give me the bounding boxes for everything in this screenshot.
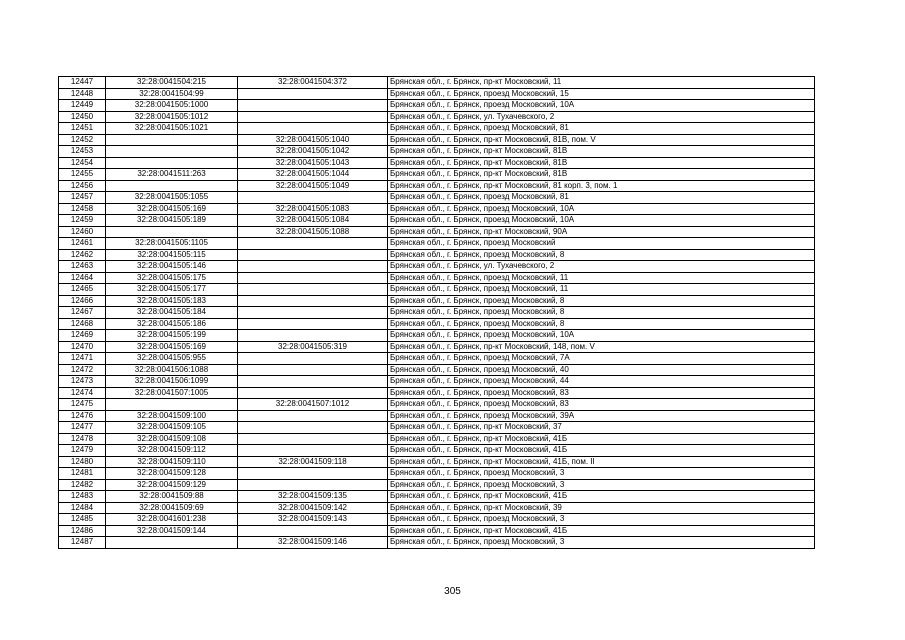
address-cell: Брянская обл., г. Брянск, проезд Московский, 7А — [388, 353, 815, 365]
cadastral-number-cell: 32:28:0041509:129 — [106, 479, 238, 491]
address-cell: Брянская обл., г. Брянск, пр-кт Московский, 37 — [388, 422, 815, 434]
row-number-cell: 12461 — [59, 238, 106, 250]
address-cell: Брянская обл., г. Брянск, проезд Московский, 3 — [388, 537, 815, 549]
row-number-cell: 12471 — [59, 353, 106, 365]
table-row — [59, 456, 815, 468]
cadastral-number-cell: 32:28:0041509:144 — [106, 525, 238, 537]
table-row — [59, 376, 815, 388]
address-cell: Брянская обл., г. Брянск, проезд Московский, 8 — [388, 318, 815, 330]
cadastral-number-cell: 32:28:0041504:99 — [106, 88, 238, 100]
cadastral-number-cell: 32:28:0041509:105 — [106, 422, 238, 434]
row-number-cell: 12449 — [59, 100, 106, 112]
table-row — [59, 318, 815, 330]
address-cell: Брянская обл., г. Брянск, пр-кт Московский, 41Б — [388, 433, 815, 445]
table-row — [59, 295, 815, 307]
address-cell: Брянская обл., г. Брянск, проезд Московский, 44 — [388, 376, 815, 388]
row-number-cell: 12484 — [59, 502, 106, 514]
row-number-cell: 12453 — [59, 146, 106, 158]
cadastral-number-cell: 32:28:0041505:955 — [106, 353, 238, 365]
table-row — [59, 479, 815, 491]
related-cadastral-number-cell — [238, 525, 388, 537]
related-cadastral-number-cell — [238, 272, 388, 284]
cadastral-number-cell: 32:28:0041505:1000 — [106, 100, 238, 112]
row-number-cell: 12481 — [59, 468, 106, 480]
address-cell: Брянская обл., г. Брянск, проезд Московский, 83 — [388, 387, 815, 399]
table-row — [59, 353, 815, 365]
cadastral-number-cell — [106, 157, 238, 169]
table-row — [59, 433, 815, 445]
related-cadastral-number-cell — [238, 111, 388, 123]
related-cadastral-number-cell: 32:28:0041505:1042 — [238, 146, 388, 158]
related-cadastral-number-cell — [238, 88, 388, 100]
table-row — [59, 169, 815, 181]
cadastral-number-cell: 32:28:0041504:215 — [106, 77, 238, 89]
row-number-cell: 12462 — [59, 249, 106, 261]
address-cell: Брянская обл., г. Брянск, проезд Московский, 10А — [388, 330, 815, 342]
address-cell: Брянская обл., г. Брянск, проезд Московский, 10А — [388, 203, 815, 215]
row-number-cell: 12454 — [59, 157, 106, 169]
row-number-cell: 12477 — [59, 422, 106, 434]
table-row — [59, 180, 815, 192]
address-cell: Брянская обл., г. Брянск, проезд Московский, 10А — [388, 215, 815, 227]
related-cadastral-number-cell — [238, 100, 388, 112]
table-row — [59, 215, 815, 227]
address-cell: Брянская обл., г. Брянск, ул. Тухачевского, 2 — [388, 261, 815, 273]
row-number-cell: 12457 — [59, 192, 106, 204]
table-row — [59, 88, 815, 100]
related-cadastral-number-cell: 32:28:0041505:1044 — [238, 169, 388, 181]
row-number-cell: 12465 — [59, 284, 106, 296]
registry-table — [58, 76, 815, 549]
cadastral-number-cell: 32:28:0041505:1012 — [106, 111, 238, 123]
row-number-cell: 12464 — [59, 272, 106, 284]
table-row — [59, 364, 815, 376]
address-cell: Брянская обл., г. Брянск, пр-кт Московский, 148, пом. V — [388, 341, 815, 353]
cadastral-number-cell: 32:28:0041505:183 — [106, 295, 238, 307]
address-cell: Брянская обл., г. Брянск, проезд Московский, 83 — [388, 399, 815, 411]
cadastral-number-cell: 32:28:0041505:169 — [106, 341, 238, 353]
table-row — [59, 272, 815, 284]
row-number-cell: 12447 — [59, 77, 106, 89]
row-number-cell: 12460 — [59, 226, 106, 238]
related-cadastral-number-cell — [238, 433, 388, 445]
related-cadastral-number-cell: 32:28:0041505:1084 — [238, 215, 388, 227]
table-row — [59, 146, 815, 158]
address-cell: Брянская обл., г. Брянск, пр-кт Московский, 81 корп. 3, пом. 1 — [388, 180, 815, 192]
related-cadastral-number-cell — [238, 445, 388, 457]
row-number-cell: 12466 — [59, 295, 106, 307]
related-cadastral-number-cell — [238, 353, 388, 365]
table-row — [59, 422, 815, 434]
cadastral-number-cell: 32:28:0041509:100 — [106, 410, 238, 422]
related-cadastral-number-cell — [238, 307, 388, 319]
table-row — [59, 410, 815, 422]
related-cadastral-number-cell: 32:28:0041505:1049 — [238, 180, 388, 192]
related-cadastral-number-cell: 32:28:0041509:142 — [238, 502, 388, 514]
related-cadastral-number-cell: 32:28:0041505:1043 — [238, 157, 388, 169]
cadastral-number-cell: 32:28:0041511:263 — [106, 169, 238, 181]
related-cadastral-number-cell: 32:28:0041509:143 — [238, 514, 388, 526]
address-cell: Брянская обл., г. Брянск, проезд Московский — [388, 238, 815, 250]
address-cell: Брянская обл., г. Брянск, пр-кт Московский, 41Б — [388, 445, 815, 457]
address-cell: Брянская обл., г. Брянск, пр-кт Московский, 41Б — [388, 491, 815, 503]
cadastral-number-cell: 32:28:0041505:1055 — [106, 192, 238, 204]
address-cell: Брянская обл., г. Брянск, пр-кт Московский, 90А — [388, 226, 815, 238]
related-cadastral-number-cell — [238, 376, 388, 388]
cadastral-number-cell — [106, 180, 238, 192]
address-cell: Брянская обл., г. Брянск, пр-кт Московский, 39 — [388, 502, 815, 514]
row-number-cell: 12479 — [59, 445, 106, 457]
row-number-cell: 12452 — [59, 134, 106, 146]
cadastral-number-cell: 32:28:0041507:1005 — [106, 387, 238, 399]
cadastral-number-cell: 32:28:0041505:189 — [106, 215, 238, 227]
address-cell: Брянская обл., г. Брянск, пр-кт Московский, 81В — [388, 146, 815, 158]
cadastral-number-cell — [106, 134, 238, 146]
row-number-cell: 12451 — [59, 123, 106, 135]
row-number-cell: 12448 — [59, 88, 106, 100]
row-number-cell: 12476 — [59, 410, 106, 422]
cadastral-number-cell: 32:28:0041505:1105 — [106, 238, 238, 250]
table-row — [59, 123, 815, 135]
address-cell: Брянская обл., г. Брянск, проезд Московский, 3 — [388, 468, 815, 480]
row-number-cell: 12473 — [59, 376, 106, 388]
row-number-cell: 12463 — [59, 261, 106, 273]
related-cadastral-number-cell: 32:28:0041505:1083 — [238, 203, 388, 215]
table-row — [59, 203, 815, 215]
cadastral-number-cell: 32:28:0041506:1099 — [106, 376, 238, 388]
cadastral-number-cell: 32:28:0041505:169 — [106, 203, 238, 215]
address-cell: Брянская обл., г. Брянск, проезд Московский, 10А — [388, 100, 815, 112]
address-cell: Брянская обл., г. Брянск, пр-кт Московский, 11 — [388, 77, 815, 89]
row-number-cell: 12470 — [59, 341, 106, 353]
address-cell: Брянская обл., г. Брянск, проезд Московский, 3 — [388, 479, 815, 491]
cadastral-number-cell: 32:28:0041505:175 — [106, 272, 238, 284]
address-cell: Брянская обл., г. Брянск, проезд Московский, 8 — [388, 295, 815, 307]
related-cadastral-number-cell — [238, 295, 388, 307]
cadastral-number-cell: 32:28:0041505:184 — [106, 307, 238, 319]
table-row — [59, 468, 815, 480]
table-row — [59, 307, 815, 319]
table-row — [59, 238, 815, 250]
table-row — [59, 100, 815, 112]
address-cell: Брянская обл., г. Брянск, проезд Московский, 81 — [388, 192, 815, 204]
related-cadastral-number-cell: 32:28:0041507:1012 — [238, 399, 388, 411]
cadastral-number-cell: 32:28:0041509:69 — [106, 502, 238, 514]
row-number-cell: 12482 — [59, 479, 106, 491]
row-number-cell: 12483 — [59, 491, 106, 503]
row-number-cell: 12450 — [59, 111, 106, 123]
cadastral-number-cell: 32:28:0041509:112 — [106, 445, 238, 457]
row-number-cell: 12472 — [59, 364, 106, 376]
row-number-cell: 12475 — [59, 399, 106, 411]
cadastral-number-cell: 32:28:0041505:1021 — [106, 123, 238, 135]
address-cell: Брянская обл., г. Брянск, проезд Московский, 81 — [388, 123, 815, 135]
table-row — [59, 77, 815, 89]
cadastral-number-cell: 32:28:0041505:186 — [106, 318, 238, 330]
row-number-cell: 12480 — [59, 456, 106, 468]
related-cadastral-number-cell — [238, 192, 388, 204]
table-row — [59, 261, 815, 273]
row-number-cell: 12486 — [59, 525, 106, 537]
related-cadastral-number-cell: 32:28:0041509:146 — [238, 537, 388, 549]
cadastral-number-cell: 32:28:0041601:238 — [106, 514, 238, 526]
table-row — [59, 537, 815, 549]
related-cadastral-number-cell — [238, 284, 388, 296]
row-number-cell: 12455 — [59, 169, 106, 181]
cadastral-number-cell: 32:28:0041505:177 — [106, 284, 238, 296]
registry-table-body — [59, 77, 815, 549]
address-cell: Брянская обл., г. Брянск, проезд Московский, 8 — [388, 307, 815, 319]
table-row — [59, 157, 815, 169]
address-cell: Брянская обл., г. Брянск, пр-кт Московский, 81В — [388, 157, 815, 169]
cadastral-number-cell — [106, 226, 238, 238]
related-cadastral-number-cell: 32:28:0041509:135 — [238, 491, 388, 503]
table-row — [59, 491, 815, 503]
cadastral-number-cell: 32:28:0041506:1088 — [106, 364, 238, 376]
row-number-cell: 12456 — [59, 180, 106, 192]
table-row — [59, 387, 815, 399]
address-cell: Брянская обл., г. Брянск, пр-кт Московский, 41Б, пом. II — [388, 456, 815, 468]
cadastral-number-cell: 32:28:0041509:128 — [106, 468, 238, 480]
related-cadastral-number-cell: 32:28:0041505:1088 — [238, 226, 388, 238]
related-cadastral-number-cell — [238, 238, 388, 250]
row-number-cell: 12485 — [59, 514, 106, 526]
address-cell: Брянская обл., г. Брянск, ул. Тухачевского, 2 — [388, 111, 815, 123]
row-number-cell: 12459 — [59, 215, 106, 227]
cadastral-number-cell: 32:28:0041505:115 — [106, 249, 238, 261]
related-cadastral-number-cell: 32:28:0041505:1040 — [238, 134, 388, 146]
table-row — [59, 399, 815, 411]
related-cadastral-number-cell — [238, 364, 388, 376]
cadastral-number-cell — [106, 146, 238, 158]
related-cadastral-number-cell: 32:28:0041509:118 — [238, 456, 388, 468]
address-cell: Брянская обл., г. Брянск, пр-кт Московский, 41Б — [388, 525, 815, 537]
cadastral-number-cell: 32:28:0041509:88 — [106, 491, 238, 503]
address-cell: Брянская обл., г. Брянск, проезд Московский, 15 — [388, 88, 815, 100]
address-cell: Брянская обл., г. Брянск, проезд Московский, 11 — [388, 272, 815, 284]
row-number-cell: 12469 — [59, 330, 106, 342]
row-number-cell: 12468 — [59, 318, 106, 330]
address-cell: Брянская обл., г. Брянск, пр-кт Московский, 81В — [388, 169, 815, 181]
related-cadastral-number-cell — [238, 123, 388, 135]
address-cell: Брянская обл., г. Брянск, проезд Московский, 40 — [388, 364, 815, 376]
table-row — [59, 502, 815, 514]
related-cadastral-number-cell — [238, 479, 388, 491]
related-cadastral-number-cell: 32:28:0041505:319 — [238, 341, 388, 353]
table-row — [59, 284, 815, 296]
row-number-cell: 12474 — [59, 387, 106, 399]
table-row — [59, 192, 815, 204]
related-cadastral-number-cell — [238, 387, 388, 399]
cadastral-number-cell: 32:28:0041509:110 — [106, 456, 238, 468]
row-number-cell: 12458 — [59, 203, 106, 215]
address-cell: Брянская обл., г. Брянск, проезд Московский, 11 — [388, 284, 815, 296]
row-number-cell: 12467 — [59, 307, 106, 319]
table-row — [59, 514, 815, 526]
related-cadastral-number-cell — [238, 410, 388, 422]
related-cadastral-number-cell — [238, 468, 388, 480]
row-number-cell: 12478 — [59, 433, 106, 445]
cadastral-number-cell: 32:28:0041505:199 — [106, 330, 238, 342]
table-row — [59, 341, 815, 353]
address-cell: Брянская обл., г. Брянск, проезд Московский, 8 — [388, 249, 815, 261]
table-row — [59, 445, 815, 457]
related-cadastral-number-cell — [238, 422, 388, 434]
address-cell: Брянская обл., г. Брянск, пр-кт Московский, 81В, пом. V — [388, 134, 815, 146]
cadastral-number-cell — [106, 537, 238, 549]
related-cadastral-number-cell: 32:28:0041504:372 — [238, 77, 388, 89]
table-row — [59, 249, 815, 261]
related-cadastral-number-cell — [238, 318, 388, 330]
related-cadastral-number-cell — [238, 249, 388, 261]
related-cadastral-number-cell — [238, 330, 388, 342]
cadastral-number-cell: 32:28:0041509:108 — [106, 433, 238, 445]
table-row — [59, 111, 815, 123]
table-row — [59, 134, 815, 146]
address-cell: Брянская обл., г. Брянск, проезд Московский, 39А — [388, 410, 815, 422]
address-cell: Брянская обл., г. Брянск, проезд Московский, 3 — [388, 514, 815, 526]
table-row — [59, 330, 815, 342]
cadastral-number-cell: 32:28:0041505:146 — [106, 261, 238, 273]
cadastral-number-cell — [106, 399, 238, 411]
related-cadastral-number-cell — [238, 261, 388, 273]
table-row — [59, 525, 815, 537]
table-row — [59, 226, 815, 238]
registry-sheet — [58, 76, 814, 549]
page-number: 305 — [444, 586, 461, 597]
row-number-cell: 12487 — [59, 537, 106, 549]
